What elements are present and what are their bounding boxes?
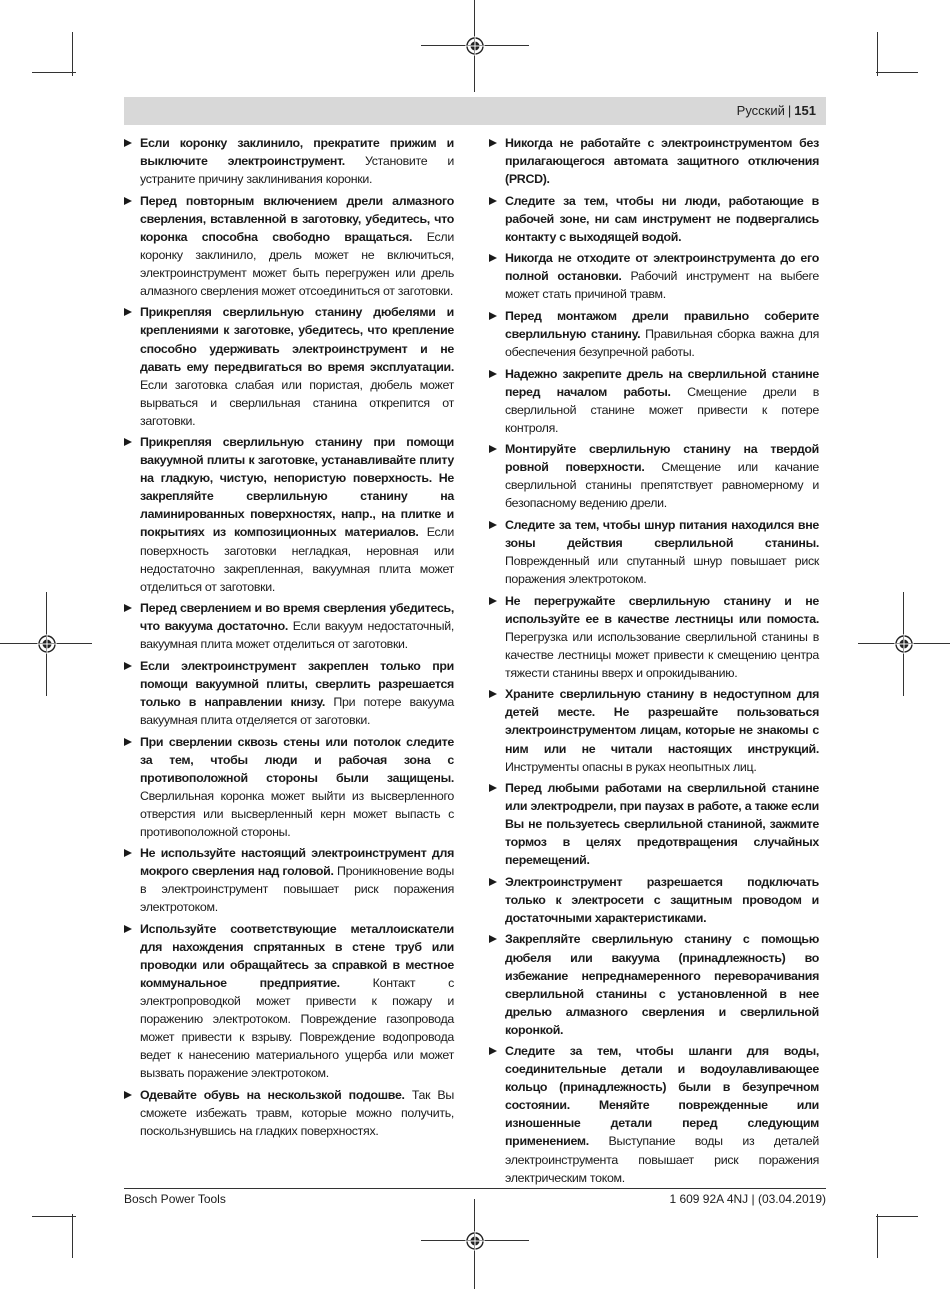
registration-mark-icon [465,1231,485,1251]
right-column [489,134,819,1190]
instruction-bold-text: При сверлении сквозь стены или потолок следите за тем, чтобы люди и рабочая зона с противоположной стороны были защищены. [140,734,454,785]
instruction-bold-text: Никогда не отходите от электроинструмента до его полной остановки. [505,251,819,284]
left-column [124,134,454,1144]
instruction-bold-text: Надежно закрепите дрель на сверлильной станине перед началом работы. [505,366,819,399]
bullet-triangle-icon [124,849,132,857]
page-number: 151 [794,103,816,118]
bullet-triangle-icon [489,878,497,886]
bullet-triangle-icon [489,370,497,378]
safety-instruction [124,134,454,188]
bullet-triangle-icon [489,197,497,205]
crop-mark [877,1214,878,1258]
header-language: Русский [736,103,785,118]
instruction-bold-text: Монтируйте сверлильную станину на твердой ровной поверхности. [505,442,819,475]
instruction-explanation: Так Вы сможете избежать травм, которые можно получить, поскользнувшись на гладких поверхностях. [140,1087,454,1138]
bullet-triangle-icon [124,604,132,612]
page-header [124,97,826,125]
instruction-bold-text: Перед сверлением и во время сверления убедитесь, что вакуума достаточно. [140,601,454,634]
bullet-triangle-icon [489,445,497,453]
instruction-bold-text: Закрепляйте сверлильную станину с помощью дюбеля или вакуума (принадлежность) во избежание непреднамеренного переворачивания сверлильной станины с установленной в нее дрелью алмазного сверления и сверлильной коронкой. [505,932,819,1037]
instruction-explanation: Сверлильная коронка может выйти из высверленного отверстия или высверленный керн может выпасть с противоположной стороны. [140,788,454,839]
instruction-bold-text: Перед любыми работами на сверлильной станине или электродрели, при паузах в работе, а также если Вы не пользуетесь сверлильной станиной, зажмите тормоз в целях предотвращения случайных перемещений. [505,781,819,868]
instruction-explanation: Правильная сборка важна для обеспечения безупречной работы. [505,326,819,360]
instruction-bold-text: Никогда не работайте с электроинструментом без прилагающегося автомата защитного отключения (PRCD). [505,136,819,187]
safety-instruction [489,873,819,927]
instruction-explanation: Если поверхность заготовки негладкая, неровная или недостаточно закрепленная, вакуумная плита может отделиться от заготовки. [140,525,454,594]
instruction-explanation: При потере вакуума вакуумная плита отделяется от заготовки. [140,694,454,727]
instruction-bold-text: Следите за тем, чтобы шнур питания находился вне зоны действия сверлильной станины. [505,517,819,550]
instruction-bold-text: Перед повторным включением дрели алмазного сверления, вставленной в заготовку, убедитесь, что коронка способна свободно вращаться. [140,193,454,244]
instruction-bold-text: Одевайте обувь на нескользкой подошве. [140,1087,405,1102]
bullet-triangle-icon [489,312,497,320]
instruction-bold-text: Не используйте настоящий электроинструмент для мокрого сверления над головой. [140,846,454,879]
instruction-bold-text: Следите за тем, чтобы ни люди, работающие в рабочей зоне, ни сам инструмент не подвергались контакту с выходящей водой. [505,193,819,244]
instruction-bold-text: Используйте соответствующие металлоискатели для нахождения спрятанных в стене труб или проводки или обращайтесь за справкой в местное коммунальное предприятие. [140,921,454,991]
crop-mark [72,1214,73,1258]
bullet-triangle-icon [489,521,497,529]
instruction-explanation: Если заготовка слабая или пористая, дюбель может вырваться и сверлильная станина открепится от заготовки. [140,377,454,428]
instruction-explanation: Смещение дрели в сверлильной станине может привести к потере контроля. [505,384,819,435]
bullet-triangle-icon [124,139,132,147]
safety-instruction [489,592,819,682]
bullet-triangle-icon [124,738,132,746]
instruction-explanation: Если вакуум недостаточный, вакуумная плита может отделиться от заготовки. [140,619,454,652]
safety-instruction [489,930,819,1038]
instruction-explanation: Установите и устраните причину заклинивания коронки. [140,154,454,187]
instruction-bold-text: Не перегружайте сверлильную станину и не используйте ее в качестве лестницы или помоста. [505,593,819,626]
instruction-bold-text: Храните сверлильную станину в недоступном для детей месте. Не разрешайте пользоваться электроинструментом лицам, которые не знакомы с ним или не читали настоящих инструкций. [505,687,819,756]
safety-instruction [489,134,819,188]
crop-mark [72,32,73,76]
safety-instruction [489,192,819,246]
bullet-triangle-icon [124,925,132,933]
instruction-explanation: Если коронку заклинило, дрель может не включиться, электроинструмент может быть перегружен или дрель алмазного сверления может отсоединиться от заготовки. [140,229,454,298]
crop-mark [876,72,918,73]
safety-instruction [489,1042,819,1186]
header-text [737,103,816,119]
bullet-triangle-icon [124,1091,132,1099]
safety-instruction [124,599,454,653]
bullet-triangle-icon [489,935,497,943]
instruction-explanation: Выступание воды из деталей электроинструмента повышает риск поражения электрическим током. [505,1134,819,1185]
instruction-bold-text: Перед монтажом дрели правильно соберите сверлильную станину. [505,308,819,341]
instruction-explanation: Инструменты опасны в руках неопытных лиц. [505,759,757,774]
crop-mark [32,72,76,73]
instruction-bold-text: Если электроинструмент закреплен только при помощи вакуумной плиты, сверлить разрешается только в направлении книзу. [140,658,454,709]
safety-instruction [489,440,819,512]
safety-instruction [124,433,454,595]
crop-mark [32,1216,76,1217]
registration-mark-icon [465,36,485,56]
instruction-bold-text: Следите за тем, чтобы шланги для воды, соединительные детали и водоулавливающее кольцо (принадлежность) были в безупречном состоянии. Меняйте поврежденные или изношенные детали перед следующим применением. [505,1044,819,1149]
instruction-bold-text: Прикрепляя сверлильную станину при помощи вакуумной плиты к заготовке, устанавливайте плиту на гладкую, чистую, непористую поверхность. Не закрепляйте сверлильную станину на ламинированных поверхностях, напр., на плитке и покрытиях из композиционных материалов. [140,435,454,540]
safety-instruction [489,249,819,303]
instruction-explanation: Смещение или качание сверлильной станины препятствует равномерному и безопасному ведению дрели. [505,460,819,511]
safety-instruction [124,303,454,429]
footer-doc-id: 1 609 92A 4NJ | (03.04.2019) [669,1192,826,1206]
safety-instruction [489,685,819,775]
instruction-explanation: Контакт с электропроводкой может привести к пожару и поражению электротоком. Повреждение газопровода может привести к взрыву. Повреждение водопровода ведет к нанесению материального ущерба или может вызвать поражение электротоком. [140,976,455,1081]
instruction-explanation: Перегрузка или использование сверлильной станины в качестве лестницы может привести к смещению центра тяжести станины вверх и опрокидыванию. [505,629,819,680]
bullet-triangle-icon [489,784,497,792]
crop-mark [876,1216,918,1217]
registration-mark-icon [894,634,914,654]
safety-instruction [124,192,454,300]
safety-instruction [489,516,819,588]
bullet-triangle-icon [124,197,132,205]
footer-rule [124,1188,826,1189]
safety-instruction [124,1086,454,1140]
safety-instruction [124,733,454,841]
instruction-bold-text: Прикрепляя сверлильную станину дюбелями и креплениями к заготовке, убедитесь, что крепление способно удерживать электроинструмент и не давать ему передвигаться во время эксплуатации. [140,305,454,374]
instruction-explanation: Проникновение воды в электроинструмент повышает риск поражения электротоком. [140,864,454,915]
bullet-triangle-icon [489,597,497,605]
header-separator: | [787,103,792,118]
bullet-triangle-icon [489,254,497,262]
safety-instruction [489,307,819,361]
instruction-explanation: Рабочий инструмент на выбеге может стать причиной травм. [505,269,819,302]
bullet-triangle-icon [489,139,497,147]
footer-brand: Bosch Power Tools [124,1192,226,1206]
safety-instruction [489,365,819,437]
instruction-bold-text: Электроинструмент разрешается подключать только к электросети с защитным проводом и достаточными характеристиками. [505,874,819,925]
safety-instruction [489,779,819,869]
bullet-triangle-icon [124,438,132,446]
crop-mark [877,32,878,76]
instruction-bold-text: Если коронку заклинило, прекратите прижим и выключите электроинструмент. [140,136,454,169]
safety-instruction [124,920,454,1082]
safety-instruction [124,657,454,729]
instruction-explanation: Поврежденный или спутанный шнур повышает риск поражения электротоком. [505,554,819,587]
bullet-triangle-icon [124,662,132,670]
safety-instruction [124,844,454,916]
registration-mark-icon [37,634,57,654]
bullet-triangle-icon [489,690,497,698]
bullet-triangle-icon [124,308,132,316]
bullet-triangle-icon [489,1047,497,1055]
